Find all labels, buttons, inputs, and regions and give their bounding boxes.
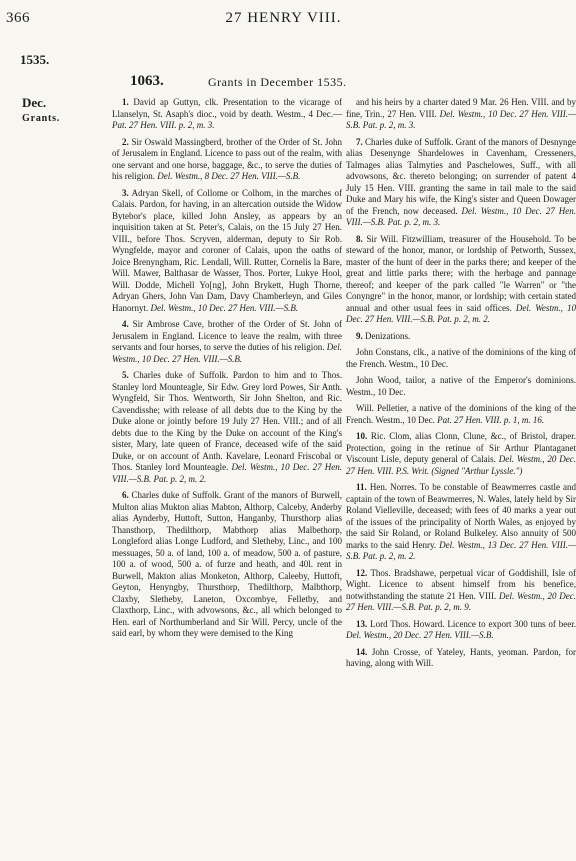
year-label: 1535. [20, 52, 50, 67]
grant-paragraph [346, 482, 576, 563]
grant-paragraph [346, 347, 576, 370]
grant-number: 2. [122, 136, 129, 147]
grant-paragraph [346, 137, 576, 229]
grant-text: Charles duke of Suffolk. Grant of the manors of Burwell, Multon alias Mukton alias Mabton, Althorp, Calceby, Anderby alias Aynderby, Huttoft, Sutton, Hanganby, Thursthorp alias Thansthorp, Thedilthorp, Mabthorp alias Malbethorp, Longleford alias Longe Ludford, and Sletheby, Linc., and 100 messuages, 50 a. of land, 100 a. of meadow, 500 a. of pasture, 100 a. of wood, 500 a. of furze and heath, and 40l. rent in Burwell, Makton alias Monketon, Althorp, Caleeby, Huttoft, Geyton, Henyngby, Thursthorp, Thedilthorp, Malbthorp, Claxby, Sletheby, Laneton, Oxcombye, Felletby, and Claxthorp, Linc., with advowsons, &c., all which belonged to Hen. earl of Northumberland and Sir Will. Percy, uncle of the said earl, by whom they were demised to the King [112, 490, 342, 638]
grant-text: Adryan Skell, of Collome or Colhom, in the marches of Calais. Pardon, for having, in an altercation outside the Widow Bytebor's place, killed John Ansley, as appears by an inquisition taken at St. Peter's, Calais, on the 15 July 27 Hen. VIII., before Thos. Scryven, alderman, deputy to Sir Rob. Wyngfelde, mayor and coroner of Calais, upon the oaths of Joice Brenyngham, Ric. Lendall, Will. Rutter, Cornelis la Bare, Will. Mawer, Balthasar de Wasser, Thos. Porter, Lukye Hool, Will. Dodde, Michell Yo[ng], John Brykett, Hugh Thorne, Adryan Ghers, John Van Dam, Davy Chamberleyn, and Giles Hanornyt. [112, 187, 342, 313]
section-title: Grants in December 1535. [208, 75, 347, 89]
grant-paragraph [112, 137, 342, 183]
grant-reference: Del. Westm., 10 Dec. 27 Hen. VIII.—S.B. [112, 342, 343, 364]
grant-paragraph [346, 375, 576, 398]
right-column [346, 97, 576, 675]
grant-number: 11. [356, 482, 367, 492]
margin-month: Dec. [22, 95, 47, 110]
grant-text: Sir Ambrose Cave, brother of the Order of St. John of Jerusalem in England. Licence to leave the realm, with three servants and four horses, to serve the duties of his religion. [112, 319, 342, 352]
grant-paragraph [112, 319, 342, 365]
grant-reference: Del. Westm., 20 Dec. 27 Hen. VIII.—S.B. [346, 630, 494, 640]
grant-text: Denizations. [365, 330, 411, 341]
running-head [0, 10, 567, 28]
grant-text: Lord Thos. Howard. Licence to export 300 tuns of beer. [370, 618, 576, 629]
grant-reference: Pat. 27 Hen. VIII. p. 1, m. 16. [437, 414, 545, 425]
grant-paragraph [346, 619, 576, 642]
grant-paragraph [112, 188, 342, 315]
grant-number: 13. [356, 618, 368, 629]
grant-text: Charles duke of Suffolk. Pardon to him and to Thos. Stanley lord Mounteagle, Sir Edw. Grey lord Powes, Sir Anth. Wyngfeld, Sir Thos. Wentworth, Sir John Shelton, and Ric. Cavendisshe; with release of all debts due to the King by the Duke alone or jointly before 19 July 27 Hen. VIII.; and of all debts due to the King by the Duke on account of the King's sister, Mary, late queen of France, deceased wife of the said Duke, or on account of Anth. Kavelare, Leonard Friscobal or Thos. Stanley lord Mounteagle. [112, 370, 343, 472]
grant-text: and his heirs by a charter dated 9 Mar. 26 Hen. VIII. and by fine, Trin., 27 Hen. VIII. [346, 97, 576, 119]
grant-paragraph [346, 568, 576, 614]
grant-text: John Wood, tailor, a native of the Emperor's dominions. Westm., 10 Dec. [346, 375, 576, 397]
grant-text: Will. Pelletier, a native of the dominions of the king of the French. Westm., 10 Dec. [346, 403, 576, 425]
grant-paragraph [112, 97, 342, 132]
grant-reference: Del. Westm., 10 Dec. 27 Hen. VIII.—S.B. Pat. p. 2, m. 3. [346, 205, 576, 227]
grant-number: 10. [356, 431, 368, 441]
grant-reference: Del. Westm., 10 Dec. 27 Hen. VIII.—S.B. Pat. p. 2, m. 2. [112, 462, 342, 484]
entry-number: 1063. [130, 73, 164, 89]
grant-text: Hen. Norres. To be constable of Beawmerres castle and captain of the town of Beawmerres, N. Wales, lately held by Sir Roland Vielleville, deceased; with fees of 40 marks a year out of the issues of the principality of North Wales, as enjoyed by the said Sir Roland, or Roland Bulkeley. Also annuity of 500 marks to the said Henry. [346, 482, 576, 550]
grant-number: 1. [122, 97, 129, 107]
grant-number: 7. [356, 136, 363, 147]
grant-text: David ap Guttyn, clk. Presentation to the vicarage of Llanselyn, St. Asaph's dioc., void by death. Westm., 4 Dec.— [112, 97, 343, 119]
grant-reference: Del. Westm., 13 Dec. 27 Hen. VIII.—S.B. Pat. p. 2, m. 2. [346, 539, 576, 561]
grant-reference: Del. Westm., 20 Dec. 27 Hen. VIII.—S.B. Pat. p. 2, m. 9. [346, 590, 576, 612]
grant-paragraph [346, 431, 576, 477]
grant-reference: Del. Westm., 10 Dec. 27 Hen. VIII.—S.B. Pat. p. 2, m. 2. [346, 302, 576, 324]
grant-text: Thos. Bradshawe, perpetual vicar of Goddishill, Isle of Wight. Licence to absent himself from his benefice, notwithstanding the statute 21 Hen. VIII. [346, 567, 576, 601]
grant-reference: Pat. 27 Hen. VIII. p. 2, m. 3. [112, 120, 215, 130]
grant-paragraph [112, 490, 342, 640]
grant-number: 3. [122, 187, 129, 198]
grant-paragraph [112, 370, 342, 485]
grant-reference: Del. Westm., 10 Dec. 27 Hen. VIII.—S.B. Pat. p. 2, m. 3. [346, 108, 576, 130]
grant-reference: Del. Westm., 8 Dec. 27 Hen. VIII.—S.B. [157, 171, 301, 181]
grant-number: 6. [122, 490, 129, 500]
grant-text: Sir Will. Fitzwilliam, treasurer of the Household. To be steward of the honor, manor, or lordship of Petworth, Sussex, master of the hunt of deer in the parks there; and keeper of the great and little parks there; with the herbage and pannage thereof; and keeper of the park called "le Warren" or "the Conyngre" in the honor, manor, or lordship; with certain stated annual and other usual fees in said offices. [346, 233, 576, 313]
grant-number: 9. [356, 330, 363, 341]
grant-paragraph [346, 647, 576, 670]
grant-number: 8. [356, 233, 363, 244]
grant-number: 4. [122, 319, 129, 329]
grant-text: Ric. Clom, alias Clonn, Clune, &c., of Bristol, draper. Protection, going in the retinue of Sir Arthur Plantaganet Viscount Lisle, deputy general of Calais. [346, 431, 576, 464]
grant-paragraph [346, 331, 576, 343]
grant-paragraph [346, 234, 576, 326]
left-column [112, 97, 342, 645]
page-number: 366 [6, 10, 30, 26]
grant-reference: Del. Westm., 10 Dec. 27 Hen. VIII.—S.B. [150, 302, 299, 313]
reign-title: 27 HENRY VIII. [225, 10, 342, 26]
grant-paragraph [346, 403, 576, 426]
grant-text: John Crosse, of Yateley, Hants, yeoman. Pardon, for having, along with Will. [346, 646, 576, 668]
grant-text: John Constans, clk., a native of the dominions of the king of the French. Westm., 10 Dec. [346, 347, 576, 369]
grant-paragraph [346, 97, 576, 132]
grant-text: Charles duke of Suffolk. Grant of the manors of Desnynge alias Desenynge Shardelowes in Cavenham, Cresseners, Talmages alias Talmyties and Paschelowes, Suff., with all advowsons, &c. thereto belonging; on surrender of patent 4 July 15 Hen. VIII. granting the same in tail male to the said Duke and Mary his wife, the King's sister and Queen Dowager of the French, now deceased. [346, 136, 576, 216]
grant-number: 12. [356, 567, 368, 578]
grant-reference: Del. Westm., 20 Dec. 27 Hen. VIII. P.S. Writ. (Signed "Arthur Lyssle.") [346, 454, 576, 476]
margin-category: Grants. [22, 113, 61, 124]
grant-number: 14. [356, 646, 368, 657]
grant-number: 5. [122, 370, 129, 380]
grant-text: Sir Oswald Massingberd, brother of the Order of St. John of Jerusalem in England. Licence to pass out of the realm, with one servant and one horse, baggage, &c., to serve the duties of his religion. [112, 136, 343, 181]
